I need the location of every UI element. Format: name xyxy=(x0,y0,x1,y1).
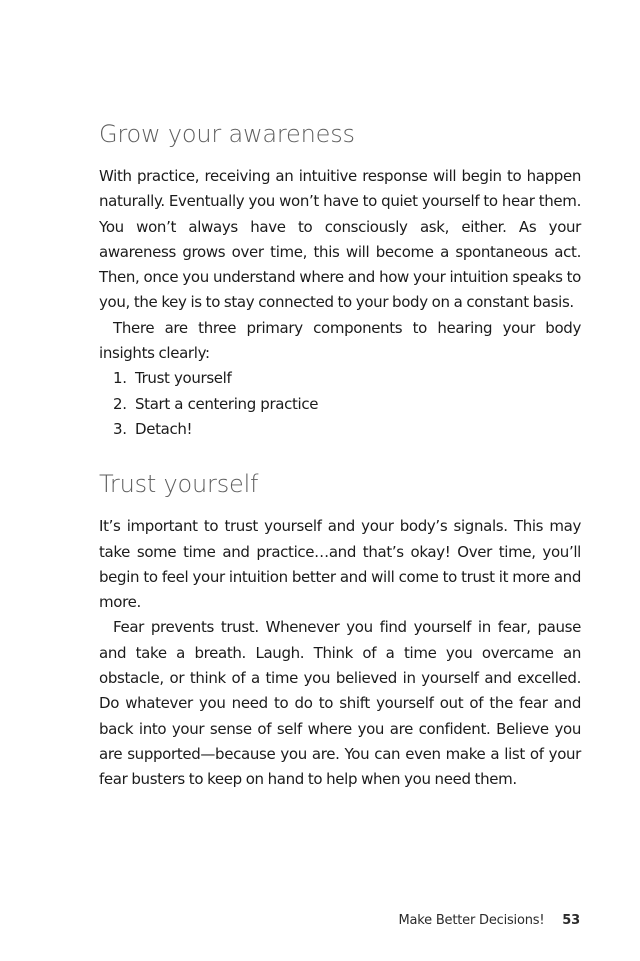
list-text: Start a centering practice xyxy=(135,394,319,413)
paragraph: It’s important to trust yourself and your body’s signals. This may take some time and practice…and that’s okay! Over time, you’ll begin to feel your intuition better and will come to trust it more and more. xyxy=(99,517,581,612)
list-number: 2. xyxy=(113,394,127,413)
page-number: 53 xyxy=(562,913,580,928)
running-title: Make Better Decisions! xyxy=(398,913,545,928)
page-footer xyxy=(398,913,580,928)
paragraph: Fear prevents trust. Whenever you find yourself in fear, pause and take a breath. Laugh. Think of a time you overcame an obstacle, or think of a time you believed in yourself and excelled. Do whatever you need to do to shift yourself out of the fear and back into your sense of self where you are confident. Believe you are supported—because you are. You can even make a list of your fear busters to keep on hand to help when you need them. xyxy=(99,618,581,789)
list-text: Detach! xyxy=(135,419,193,438)
list-item xyxy=(99,392,581,417)
paragraph: There are three primary components to hearing your body insights clearly: xyxy=(99,318,581,363)
page-content xyxy=(99,118,581,793)
list-item xyxy=(99,366,581,391)
list-item xyxy=(99,417,581,442)
paragraph: With practice, receiving an intuitive response will begin to happen naturally. Eventually you won’t have to quiet yourself to hear them. You won’t always have to consciously ask, either. As your awareness grows over time, this will become a spontaneous act. Then, once you understand where and how your intuition speaks to you, the key is to stay connected to your body on a constant basis. xyxy=(99,167,581,312)
section-heading-grow-awareness: Grow your awareness xyxy=(99,120,355,148)
components-list xyxy=(99,366,581,442)
list-number: 1. xyxy=(113,369,127,388)
list-text: Trust yourself xyxy=(135,369,232,388)
section-heading-trust-yourself: Trust yourself xyxy=(99,470,259,499)
list-number: 3. xyxy=(113,419,127,438)
